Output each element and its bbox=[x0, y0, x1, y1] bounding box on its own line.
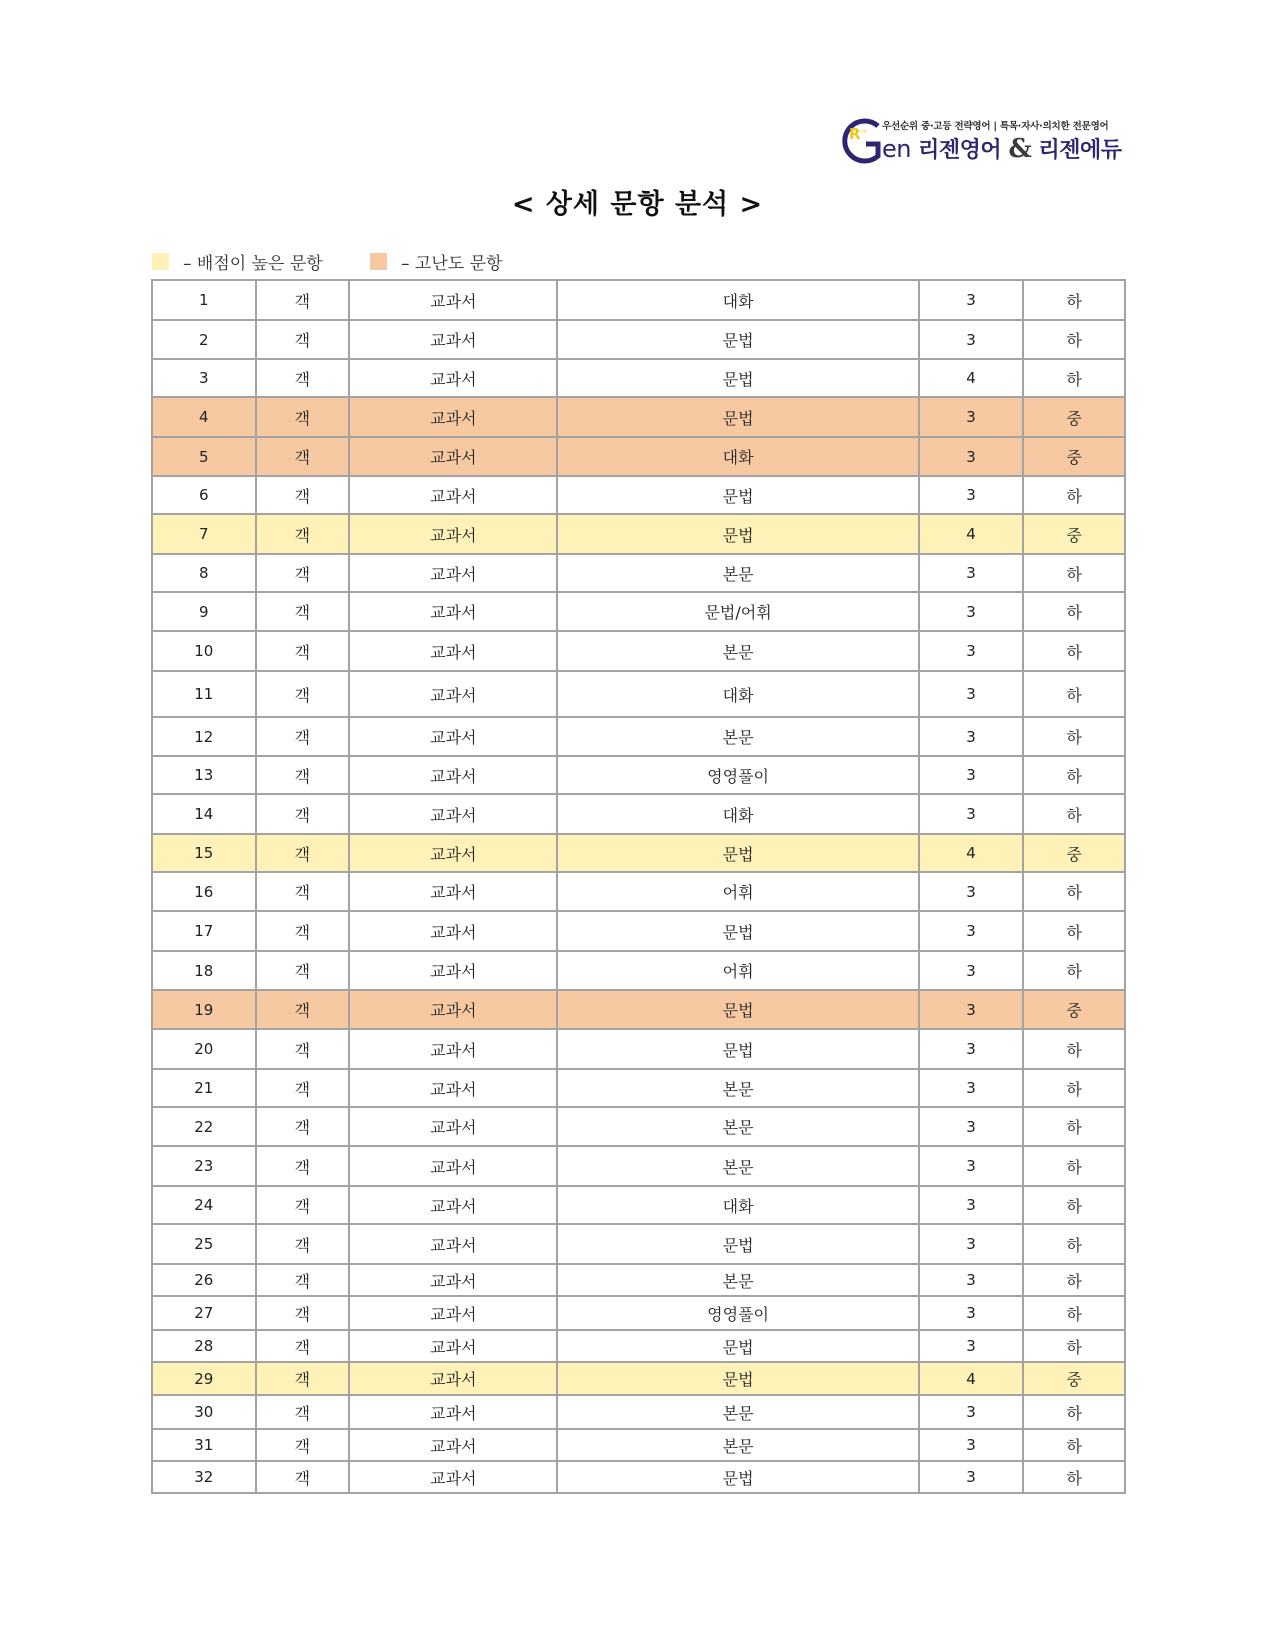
table-row bbox=[152, 1395, 1125, 1429]
question-type: 객 bbox=[256, 437, 350, 476]
question-area: 본문 bbox=[557, 1264, 918, 1296]
question-type: 객 bbox=[256, 1330, 350, 1362]
question-score: 3 bbox=[919, 1264, 1024, 1296]
logo-amp: & bbox=[1008, 134, 1032, 164]
question-number: 30 bbox=[152, 1395, 256, 1429]
question-source: 교과서 bbox=[349, 280, 557, 320]
question-type: 객 bbox=[256, 320, 350, 359]
question-area: 본문 bbox=[557, 1146, 918, 1186]
question-score: 3 bbox=[919, 592, 1024, 631]
question-type: 객 bbox=[256, 1362, 350, 1395]
question-number: 5 bbox=[152, 437, 256, 476]
question-area: 문법 bbox=[557, 1029, 918, 1069]
question-type: 객 bbox=[256, 671, 350, 717]
question-score: 3 bbox=[919, 1296, 1024, 1330]
question-level: 하 bbox=[1023, 1029, 1125, 1069]
question-source: 교과서 bbox=[349, 437, 557, 476]
question-type: 객 bbox=[256, 1429, 350, 1461]
question-score: 3 bbox=[919, 990, 1024, 1029]
question-level: 하 bbox=[1023, 359, 1125, 397]
question-level: 하 bbox=[1023, 1224, 1125, 1264]
question-number: 32 bbox=[152, 1461, 256, 1493]
question-source: 교과서 bbox=[349, 756, 557, 794]
question-number: 23 bbox=[152, 1146, 256, 1186]
question-area: 문법 bbox=[557, 834, 918, 872]
table-row bbox=[152, 911, 1125, 951]
question-source: 교과서 bbox=[349, 476, 557, 514]
question-score: 4 bbox=[919, 834, 1024, 872]
question-level: 하 bbox=[1023, 320, 1125, 359]
table-body bbox=[152, 280, 1125, 1493]
question-area: 문법 bbox=[557, 320, 918, 359]
question-source: 교과서 bbox=[349, 1069, 557, 1107]
question-type: 객 bbox=[256, 592, 350, 631]
question-type: 객 bbox=[256, 756, 350, 794]
table-row bbox=[152, 1461, 1125, 1493]
table-row bbox=[152, 756, 1125, 794]
question-number: 9 bbox=[152, 592, 256, 631]
question-level: 하 bbox=[1023, 1461, 1125, 1493]
question-score: 3 bbox=[919, 1146, 1024, 1186]
question-score: 3 bbox=[919, 671, 1024, 717]
question-number: 7 bbox=[152, 514, 256, 554]
question-source: 교과서 bbox=[349, 1146, 557, 1186]
question-type: 객 bbox=[256, 717, 350, 756]
question-score: 3 bbox=[919, 1429, 1024, 1461]
question-score: 3 bbox=[919, 911, 1024, 951]
question-area: 어휘 bbox=[557, 872, 918, 911]
question-number: 19 bbox=[152, 990, 256, 1029]
question-level: 하 bbox=[1023, 592, 1125, 631]
question-type: 객 bbox=[256, 280, 350, 320]
table-row bbox=[152, 1224, 1125, 1264]
question-type: 객 bbox=[256, 1461, 350, 1493]
question-score: 3 bbox=[919, 437, 1024, 476]
question-score: 3 bbox=[919, 872, 1024, 911]
table-row bbox=[152, 1069, 1125, 1107]
question-number: 11 bbox=[152, 671, 256, 717]
question-type: 객 bbox=[256, 397, 350, 437]
question-source: 교과서 bbox=[349, 671, 557, 717]
table-row bbox=[152, 1296, 1125, 1330]
question-area: 본문 bbox=[557, 1107, 918, 1146]
question-source: 교과서 bbox=[349, 397, 557, 437]
question-score: 3 bbox=[919, 951, 1024, 990]
question-source: 교과서 bbox=[349, 1395, 557, 1429]
legend-swatch-high-difficulty bbox=[370, 253, 387, 270]
question-type: 객 bbox=[256, 514, 350, 554]
question-score: 3 bbox=[919, 1330, 1024, 1362]
question-number: 12 bbox=[152, 717, 256, 756]
question-number: 10 bbox=[152, 631, 256, 671]
question-number: 24 bbox=[152, 1186, 256, 1224]
question-type: 객 bbox=[256, 1264, 350, 1296]
question-source: 교과서 bbox=[349, 872, 557, 911]
question-source: 교과서 bbox=[349, 592, 557, 631]
question-area: 문법 bbox=[557, 359, 918, 397]
table-row bbox=[152, 359, 1125, 397]
question-area: 문법 bbox=[557, 1461, 918, 1493]
question-area: 문법 bbox=[557, 397, 918, 437]
table-row bbox=[152, 717, 1125, 756]
question-level: 하 bbox=[1023, 1264, 1125, 1296]
table-row bbox=[152, 631, 1125, 671]
logo-brand2: 리젠에듀 bbox=[1038, 138, 1122, 163]
question-source: 교과서 bbox=[349, 1362, 557, 1395]
question-number: 27 bbox=[152, 1296, 256, 1330]
logo-mark-small: 리젠 bbox=[859, 129, 867, 134]
table-row bbox=[152, 437, 1125, 476]
question-number: 14 bbox=[152, 794, 256, 834]
table-row bbox=[152, 514, 1125, 554]
question-number: 28 bbox=[152, 1330, 256, 1362]
table-row bbox=[152, 1107, 1125, 1146]
question-level: 하 bbox=[1023, 476, 1125, 514]
question-source: 교과서 bbox=[349, 1107, 557, 1146]
question-number: 4 bbox=[152, 397, 256, 437]
question-source: 교과서 bbox=[349, 514, 557, 554]
question-type: 객 bbox=[256, 1029, 350, 1069]
question-number: 21 bbox=[152, 1069, 256, 1107]
question-type: 객 bbox=[256, 990, 350, 1029]
question-area: 본문 bbox=[557, 717, 918, 756]
question-level: 하 bbox=[1023, 872, 1125, 911]
question-level: 하 bbox=[1023, 1069, 1125, 1107]
question-number: 26 bbox=[152, 1264, 256, 1296]
question-level: 하 bbox=[1023, 554, 1125, 592]
question-level: 하 bbox=[1023, 1107, 1125, 1146]
question-score: 3 bbox=[919, 717, 1024, 756]
table-row bbox=[152, 951, 1125, 990]
question-area: 문법 bbox=[557, 990, 918, 1029]
question-level: 하 bbox=[1023, 631, 1125, 671]
question-type: 객 bbox=[256, 359, 350, 397]
question-level: 하 bbox=[1023, 1395, 1125, 1429]
question-score: 3 bbox=[919, 280, 1024, 320]
question-type: 객 bbox=[256, 1296, 350, 1330]
question-source: 교과서 bbox=[349, 911, 557, 951]
question-number: 6 bbox=[152, 476, 256, 514]
question-source: 교과서 bbox=[349, 1296, 557, 1330]
question-score: 3 bbox=[919, 554, 1024, 592]
question-level: 하 bbox=[1023, 280, 1125, 320]
question-score: 4 bbox=[919, 1362, 1024, 1395]
question-score: 4 bbox=[919, 359, 1024, 397]
question-score: 3 bbox=[919, 476, 1024, 514]
question-source: 교과서 bbox=[349, 717, 557, 756]
question-area: 문법 bbox=[557, 911, 918, 951]
question-type: 객 bbox=[256, 554, 350, 592]
question-score: 3 bbox=[919, 756, 1024, 794]
question-number: 22 bbox=[152, 1107, 256, 1146]
question-number: 29 bbox=[152, 1362, 256, 1395]
question-score: 3 bbox=[919, 1461, 1024, 1493]
question-score: 4 bbox=[919, 514, 1024, 554]
table-row bbox=[152, 1029, 1125, 1069]
question-type: 객 bbox=[256, 1395, 350, 1429]
question-level: 하 bbox=[1023, 1186, 1125, 1224]
question-source: 교과서 bbox=[349, 359, 557, 397]
question-level: 하 bbox=[1023, 1429, 1125, 1461]
question-level: 중 bbox=[1023, 437, 1125, 476]
question-source: 교과서 bbox=[349, 1429, 557, 1461]
legend-label-high-difficulty: – 고난도 문항 bbox=[401, 254, 503, 274]
question-level: 하 bbox=[1023, 1296, 1125, 1330]
question-analysis-table bbox=[151, 279, 1126, 1494]
table-row bbox=[152, 1264, 1125, 1296]
question-number: 18 bbox=[152, 951, 256, 990]
question-score: 3 bbox=[919, 1069, 1024, 1107]
question-number: 2 bbox=[152, 320, 256, 359]
question-level: 하 bbox=[1023, 756, 1125, 794]
question-area: 대화 bbox=[557, 794, 918, 834]
question-source: 교과서 bbox=[349, 631, 557, 671]
question-area: 문법 bbox=[557, 514, 918, 554]
question-level: 중 bbox=[1023, 514, 1125, 554]
question-type: 객 bbox=[256, 1069, 350, 1107]
question-score: 3 bbox=[919, 397, 1024, 437]
question-area: 본문 bbox=[557, 1069, 918, 1107]
question-source: 교과서 bbox=[349, 1330, 557, 1362]
question-source: 교과서 bbox=[349, 1224, 557, 1264]
question-area: 영영풀이 bbox=[557, 1296, 918, 1330]
question-number: 13 bbox=[152, 756, 256, 794]
question-area: 본문 bbox=[557, 1395, 918, 1429]
question-area: 본문 bbox=[557, 1429, 918, 1461]
question-level: 하 bbox=[1023, 1330, 1125, 1362]
question-source: 교과서 bbox=[349, 554, 557, 592]
question-source: 교과서 bbox=[349, 1029, 557, 1069]
question-type: 객 bbox=[256, 794, 350, 834]
question-level: 하 bbox=[1023, 911, 1125, 951]
question-number: 1 bbox=[152, 280, 256, 320]
question-area: 문법 bbox=[557, 476, 918, 514]
question-number: 8 bbox=[152, 554, 256, 592]
question-type: 객 bbox=[256, 1224, 350, 1264]
question-number: 3 bbox=[152, 359, 256, 397]
question-number: 25 bbox=[152, 1224, 256, 1264]
question-area: 어휘 bbox=[557, 951, 918, 990]
question-area: 대화 bbox=[557, 671, 918, 717]
question-source: 교과서 bbox=[349, 1461, 557, 1493]
question-score: 3 bbox=[919, 1029, 1024, 1069]
logo-brand1: 리젠영어 bbox=[918, 138, 1002, 163]
question-level: 중 bbox=[1023, 990, 1125, 1029]
question-source: 교과서 bbox=[349, 1264, 557, 1296]
logo-en: en bbox=[882, 135, 911, 163]
question-source: 교과서 bbox=[349, 320, 557, 359]
table-row bbox=[152, 794, 1125, 834]
question-type: 객 bbox=[256, 951, 350, 990]
question-area: 대화 bbox=[557, 280, 918, 320]
question-score: 3 bbox=[919, 631, 1024, 671]
question-area: 본문 bbox=[557, 554, 918, 592]
table-row bbox=[152, 1186, 1125, 1224]
question-type: 객 bbox=[256, 872, 350, 911]
question-area: 문법/어휘 bbox=[557, 592, 918, 631]
question-level: 하 bbox=[1023, 794, 1125, 834]
table-row bbox=[152, 554, 1125, 592]
table-row bbox=[152, 872, 1125, 911]
question-source: 교과서 bbox=[349, 834, 557, 872]
table-row bbox=[152, 320, 1125, 359]
table-row bbox=[152, 834, 1125, 872]
question-area: 문법 bbox=[557, 1330, 918, 1362]
logo-mark-letter: R bbox=[849, 125, 861, 143]
question-score: 3 bbox=[919, 794, 1024, 834]
question-number: 15 bbox=[152, 834, 256, 872]
question-number: 16 bbox=[152, 872, 256, 911]
question-score: 3 bbox=[919, 1224, 1024, 1264]
logo-tagline: 우선순위 중·고등 전략영어 | 특목·자사·의치한 전문영어 bbox=[882, 121, 1109, 132]
table-row bbox=[152, 592, 1125, 631]
table-row bbox=[152, 1362, 1125, 1395]
question-score: 3 bbox=[919, 1107, 1024, 1146]
question-level: 중 bbox=[1023, 1362, 1125, 1395]
question-type: 객 bbox=[256, 1146, 350, 1186]
question-score: 3 bbox=[919, 1186, 1024, 1224]
page-title: < 상세 문항 분석 > bbox=[511, 189, 764, 220]
table-row bbox=[152, 476, 1125, 514]
question-score: 3 bbox=[919, 1395, 1024, 1429]
question-level: 하 bbox=[1023, 671, 1125, 717]
brand-logo bbox=[838, 114, 1120, 166]
logo-wordmark bbox=[882, 133, 1122, 164]
question-type: 객 bbox=[256, 631, 350, 671]
question-area: 영영풀이 bbox=[557, 756, 918, 794]
question-type: 객 bbox=[256, 476, 350, 514]
legend-item-high-score bbox=[152, 249, 323, 274]
legend-label-high-score: – 배점이 높은 문항 bbox=[183, 254, 323, 274]
table-row bbox=[152, 397, 1125, 437]
question-source: 교과서 bbox=[349, 1186, 557, 1224]
question-type: 객 bbox=[256, 911, 350, 951]
table-row bbox=[152, 1146, 1125, 1186]
table-row bbox=[152, 990, 1125, 1029]
question-level: 하 bbox=[1023, 951, 1125, 990]
question-number: 17 bbox=[152, 911, 256, 951]
question-area: 대화 bbox=[557, 1186, 918, 1224]
table-row bbox=[152, 1330, 1125, 1362]
question-area: 본문 bbox=[557, 631, 918, 671]
question-source: 교과서 bbox=[349, 951, 557, 990]
g-logo-icon bbox=[838, 116, 886, 164]
table-row bbox=[152, 1429, 1125, 1461]
question-level: 하 bbox=[1023, 1146, 1125, 1186]
legend-swatch-high-score bbox=[152, 253, 169, 270]
question-level: 중 bbox=[1023, 834, 1125, 872]
question-number: 31 bbox=[152, 1429, 256, 1461]
question-type: 객 bbox=[256, 834, 350, 872]
question-number: 20 bbox=[152, 1029, 256, 1069]
question-area: 대화 bbox=[557, 437, 918, 476]
question-level: 하 bbox=[1023, 717, 1125, 756]
question-source: 교과서 bbox=[349, 990, 557, 1029]
question-type: 객 bbox=[256, 1186, 350, 1224]
table-row bbox=[152, 280, 1125, 320]
question-level: 중 bbox=[1023, 397, 1125, 437]
question-area: 문법 bbox=[557, 1224, 918, 1264]
question-source: 교과서 bbox=[349, 794, 557, 834]
legend-item-high-difficulty bbox=[370, 249, 502, 274]
table-row bbox=[152, 671, 1125, 717]
question-area: 문법 bbox=[557, 1362, 918, 1395]
question-score: 3 bbox=[919, 320, 1024, 359]
question-type: 객 bbox=[256, 1107, 350, 1146]
